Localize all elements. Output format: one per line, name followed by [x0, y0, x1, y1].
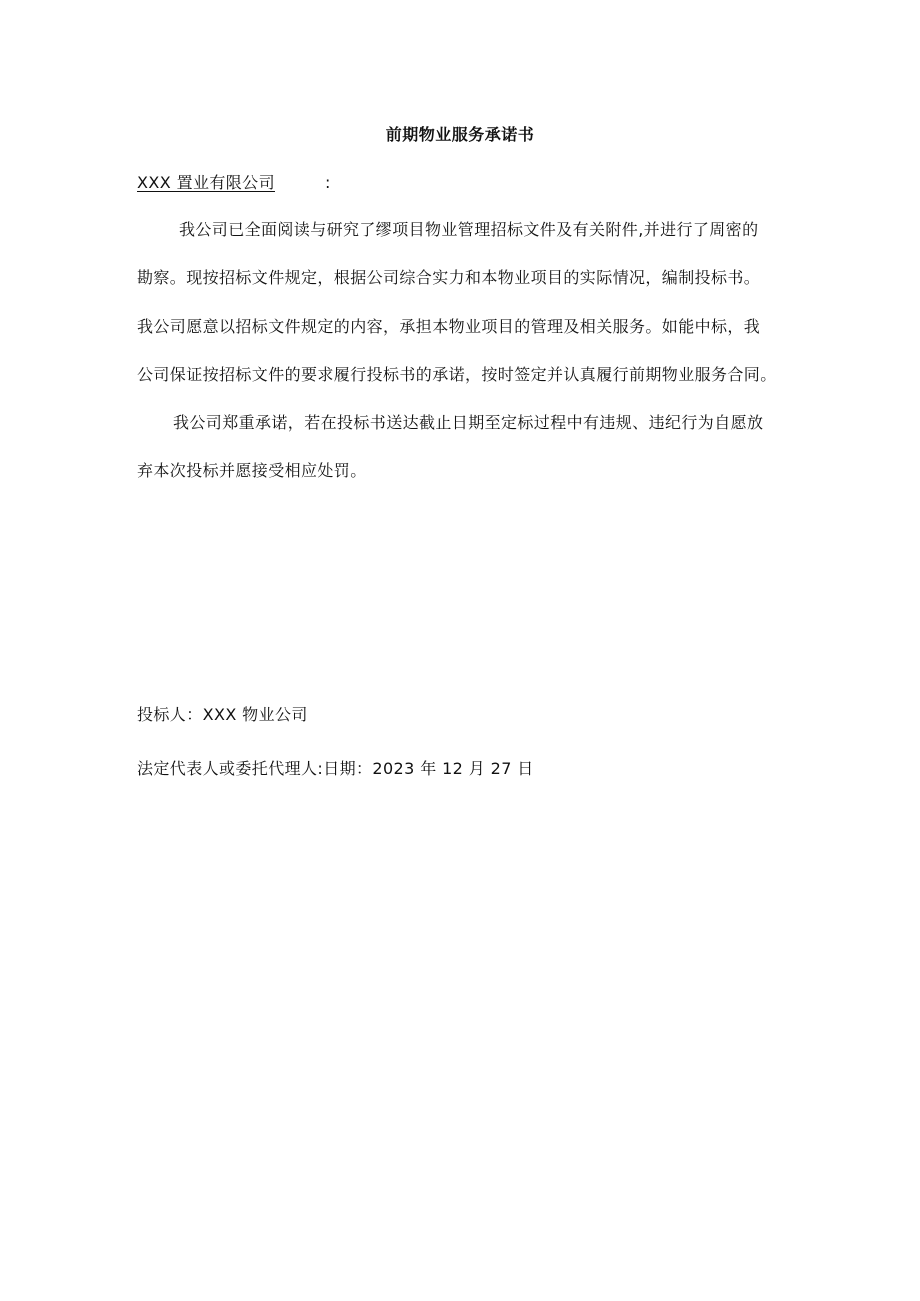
representative-date-line: 法定代表人或委托代理人:日期：2023 年 12 月 27 日	[137, 759, 534, 778]
bidder-line: 投标人：XXX 物业公司	[137, 705, 308, 724]
paragraph1-line2: 勘察。现按招标文件规定，根据公司综合实力和本物业项目的实际情况，编制投标书。	[137, 268, 761, 287]
document-title: 前期物业服务承诺书	[385, 125, 535, 144]
paragraph1-line3: 我公司愿意以招标文件规定的内容，承担本物业项目的管理及相关服务。如能中标，我	[137, 317, 761, 336]
paragraph2-line1: 我公司郑重承诺，若在投标书送达截止日期至定标过程中有违规、违纪行为自愿放	[173, 413, 764, 432]
addressee-company: XXX 置业有限公司	[137, 173, 275, 192]
addressee-line	[137, 172, 797, 194]
paragraph1-line4: 公司保证按招标文件的要求履行投标书的承诺，按时签定并认真履行前期物业服务合同。	[137, 365, 777, 384]
addressee-colon: :	[324, 173, 331, 192]
paragraph2-line2: 弃本次投标并愿接受相应处罚。	[137, 461, 367, 480]
paragraph1-line1: 我公司已全面阅读与研究了缪项目物业管理招标文件及有关附件,并进行了周密的	[179, 220, 759, 239]
